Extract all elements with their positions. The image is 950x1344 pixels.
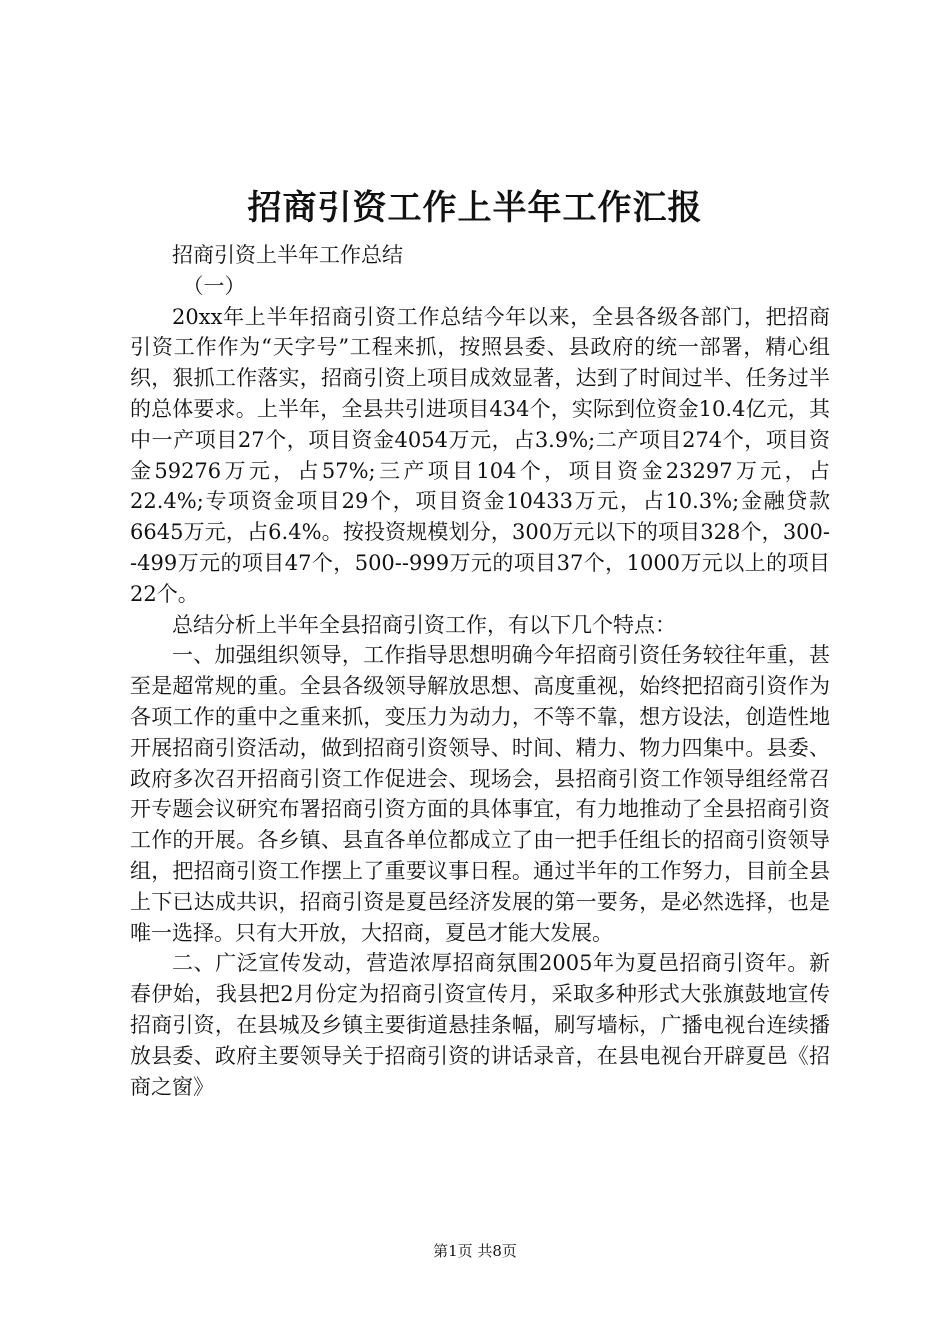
- document-body: [130, 240, 830, 1102]
- page-number-footer: 第1页 共8页: [433, 1242, 517, 1260]
- paragraph-summary-intro: 总结分析上半年全县招商引资工作，有以下几个特点：: [172, 612, 676, 637]
- paragraph-point-two: 二、广泛宣传发动，营造浓厚招商氛围2005年为夏邑招商引资年。新春伊始，我县把2月份定为招商引资宣传月，采取多种形式大张旗鼓地宣传招商引资，在县城及乡镇主要街道悬挂条幅，刷写墙标，广播电视台连续播放县委、政府主要领导关于招商引资的讲话录音，在县电视台开辟夏邑《招商之窗》: [130, 951, 830, 1099]
- section-marker: （一）: [182, 273, 246, 298]
- paragraph-point-one: 一、加强组织领导，工作指导思想明确今年招商引资任务较往年重，甚至是超常规的重。全县各级领导解放思想、高度重视，始终把招商引资作为各项工作的重中之重来抓，变压力为动力，不等不靠，想方设法，创造性地开展招商引资活动，做到招商引资领导、时间、精力、物力四集中。县委、政府多次召开招商引资工作促进会、现场会，县招商引资工作领导组经常召开专题会议研究布署招商引资方面的具体事宜，有力地推动了全县招商引资工作的开展。各乡镇、县直各单位都成立了由一把手任组长的招商引资领导组，把招商引资工作摆上了重要议事日程。通过半年的工作努力，目前全县上下已达成共识，招商引资是夏邑经济发展的第一要务，是必然选择，也是唯一选择。只有大开放，大招商，夏邑才能大发展。: [130, 643, 830, 945]
- document-subtitle: 招商引资上半年工作总结: [172, 243, 403, 267]
- paragraph-overview: 20xx年上半年招商引资工作总结今年以来，全县各级各部门，把招商引资工作作为“天字号”工程来抓，按照县委、县政府的统一部署，精心组织，狠抓工作落实，招商引资上项目成效显著，达到了时间过半、任务过半的总体要求。上半年，全县共引进项目434个，实际到位资金10.4亿元，其中一产项目27个，项目资金4054万元，占3.9%;二产项目274个，项目资金59276万元，占57%;三产项目104个，项目资金23297万元，占22.4%;专项资金项目29个，项目资金10433万元，占10.3%;金融贷款6645万元，占6.4%。按投资规模划分，300万元以下的项目328个，300--499万元的项目47个，500--999万元的项目37个，1000万元以上的项目22个。: [130, 304, 830, 606]
- document-title: 招商引资工作上半年工作汇报: [247, 188, 703, 228]
